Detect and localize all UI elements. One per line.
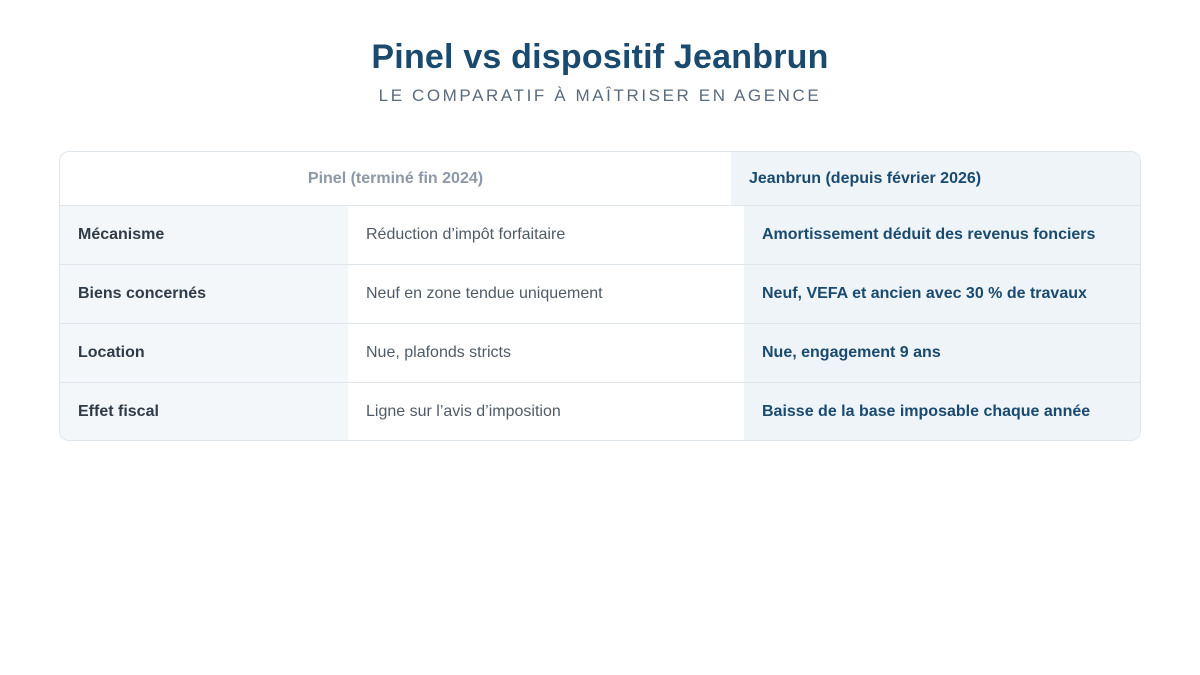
pinel-cell: Nue, plafonds stricts <box>348 324 744 382</box>
table-header-row <box>60 152 1140 206</box>
column-header-pinel: Pinel (terminé fin 2024) <box>307 170 484 187</box>
jeanbrun-cell: Amortissement déduit des revenus fonciers <box>744 206 1140 264</box>
row-label: Effet fiscal <box>60 383 348 441</box>
table-row <box>60 383 1140 441</box>
row-label: Mécanisme <box>60 206 348 264</box>
column-header-jeanbrun: Jeanbrun (depuis février 2026) <box>731 152 1140 205</box>
table-row <box>60 206 1140 265</box>
jeanbrun-cell: Nue, engagement 9 ans <box>744 324 1140 382</box>
row-label: Location <box>60 324 348 382</box>
comparison-table <box>59 151 1141 441</box>
pinel-cell: Ligne sur l’avis d’imposition <box>348 383 744 441</box>
pinel-cell: Réduction d’impôt forfaitaire <box>348 206 744 264</box>
row-label: Biens concernés <box>60 265 348 323</box>
jeanbrun-cell: Neuf, VEFA et ancien avec 30 % de travaux <box>744 265 1140 323</box>
jeanbrun-cell: Baisse de la base imposable chaque année <box>744 383 1140 441</box>
table-row <box>60 324 1140 383</box>
page-title: Pinel vs dispositif Jeanbrun <box>371 38 829 76</box>
table-row <box>60 265 1140 324</box>
page-subtitle: LE COMPARATIF À MAÎTRISER EN AGENCE <box>378 86 822 105</box>
pinel-cell: Neuf en zone tendue uniquement <box>348 265 744 323</box>
